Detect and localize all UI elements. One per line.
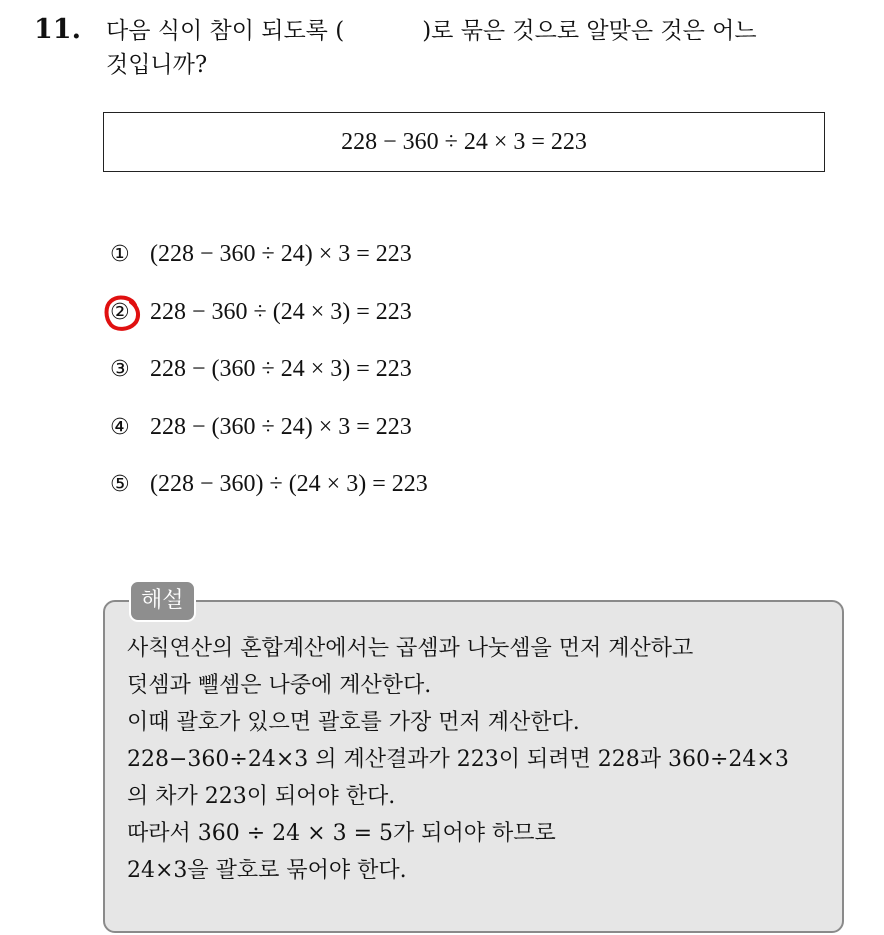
explanation-line: 의 차가 223이 되어야 한다. [127,784,396,809]
choice-expression: (228 − 360 ÷ 24) × 3 = 223 [150,241,412,267]
question-number: 11. [34,14,81,45]
selected-circle-mark [102,293,142,333]
explanation-line: 이때 괄호가 있으면 괄호를 가장 먼저 계산한다. [127,710,580,735]
explanation-line: 24×3을 괄호로 묶어야 한다. [127,858,407,883]
choice-expression: 228 − (360 ÷ 24) × 3 = 223 [150,413,412,440]
choice-expression: 228 − 360 ÷ (24 × 3) = 223 [150,298,412,325]
choice-number: ④ [110,414,130,440]
explanation-line: 228−360÷24×3 의 계산결과가 223이 되려면 228과 360÷24×3 [127,747,789,772]
question-text [106,14,866,82]
explanation-line: 따라서 360 ÷ 24 × 3 = 5가 되어야 하므로 [127,821,556,846]
choice-number: ③ [110,357,130,382]
choice-number: ② [110,299,130,325]
expression-text: 228 − 360 ÷ 24 × 3 = 223 [341,128,587,155]
choice-number: ⑤ [110,472,130,497]
choice-3[interactable] [110,349,428,407]
choice-1[interactable] [110,234,428,292]
expression-box [103,112,825,172]
choice-expression: (228 − 360) ÷ (24 × 3) = 223 [150,471,428,497]
question-text-end: )로 묶은 것으로 알맞은 것은 어느 [422,18,757,44]
question-text-line2: 것입니까? [106,52,208,78]
explanation-tab: 해설 [129,580,196,622]
explanation-line: 사칙연산의 혼합계산에서는 곱셈과 나눗셈을 먼저 계산하고 [127,636,694,661]
explanation-line: 덧셈과 뺄셈은 나중에 계산한다. [127,673,432,698]
choice-2[interactable] [110,292,428,350]
choice-4[interactable] [110,407,428,465]
choice-expression: 228 − (360 ÷ 24 × 3) = 223 [150,356,412,382]
explanation-box [103,600,844,933]
answer-choices [110,234,428,522]
question-text-start: 다음 식이 참이 되도록 ( [106,18,345,44]
choice-5[interactable] [110,464,428,522]
choice-number: ① [110,242,130,267]
